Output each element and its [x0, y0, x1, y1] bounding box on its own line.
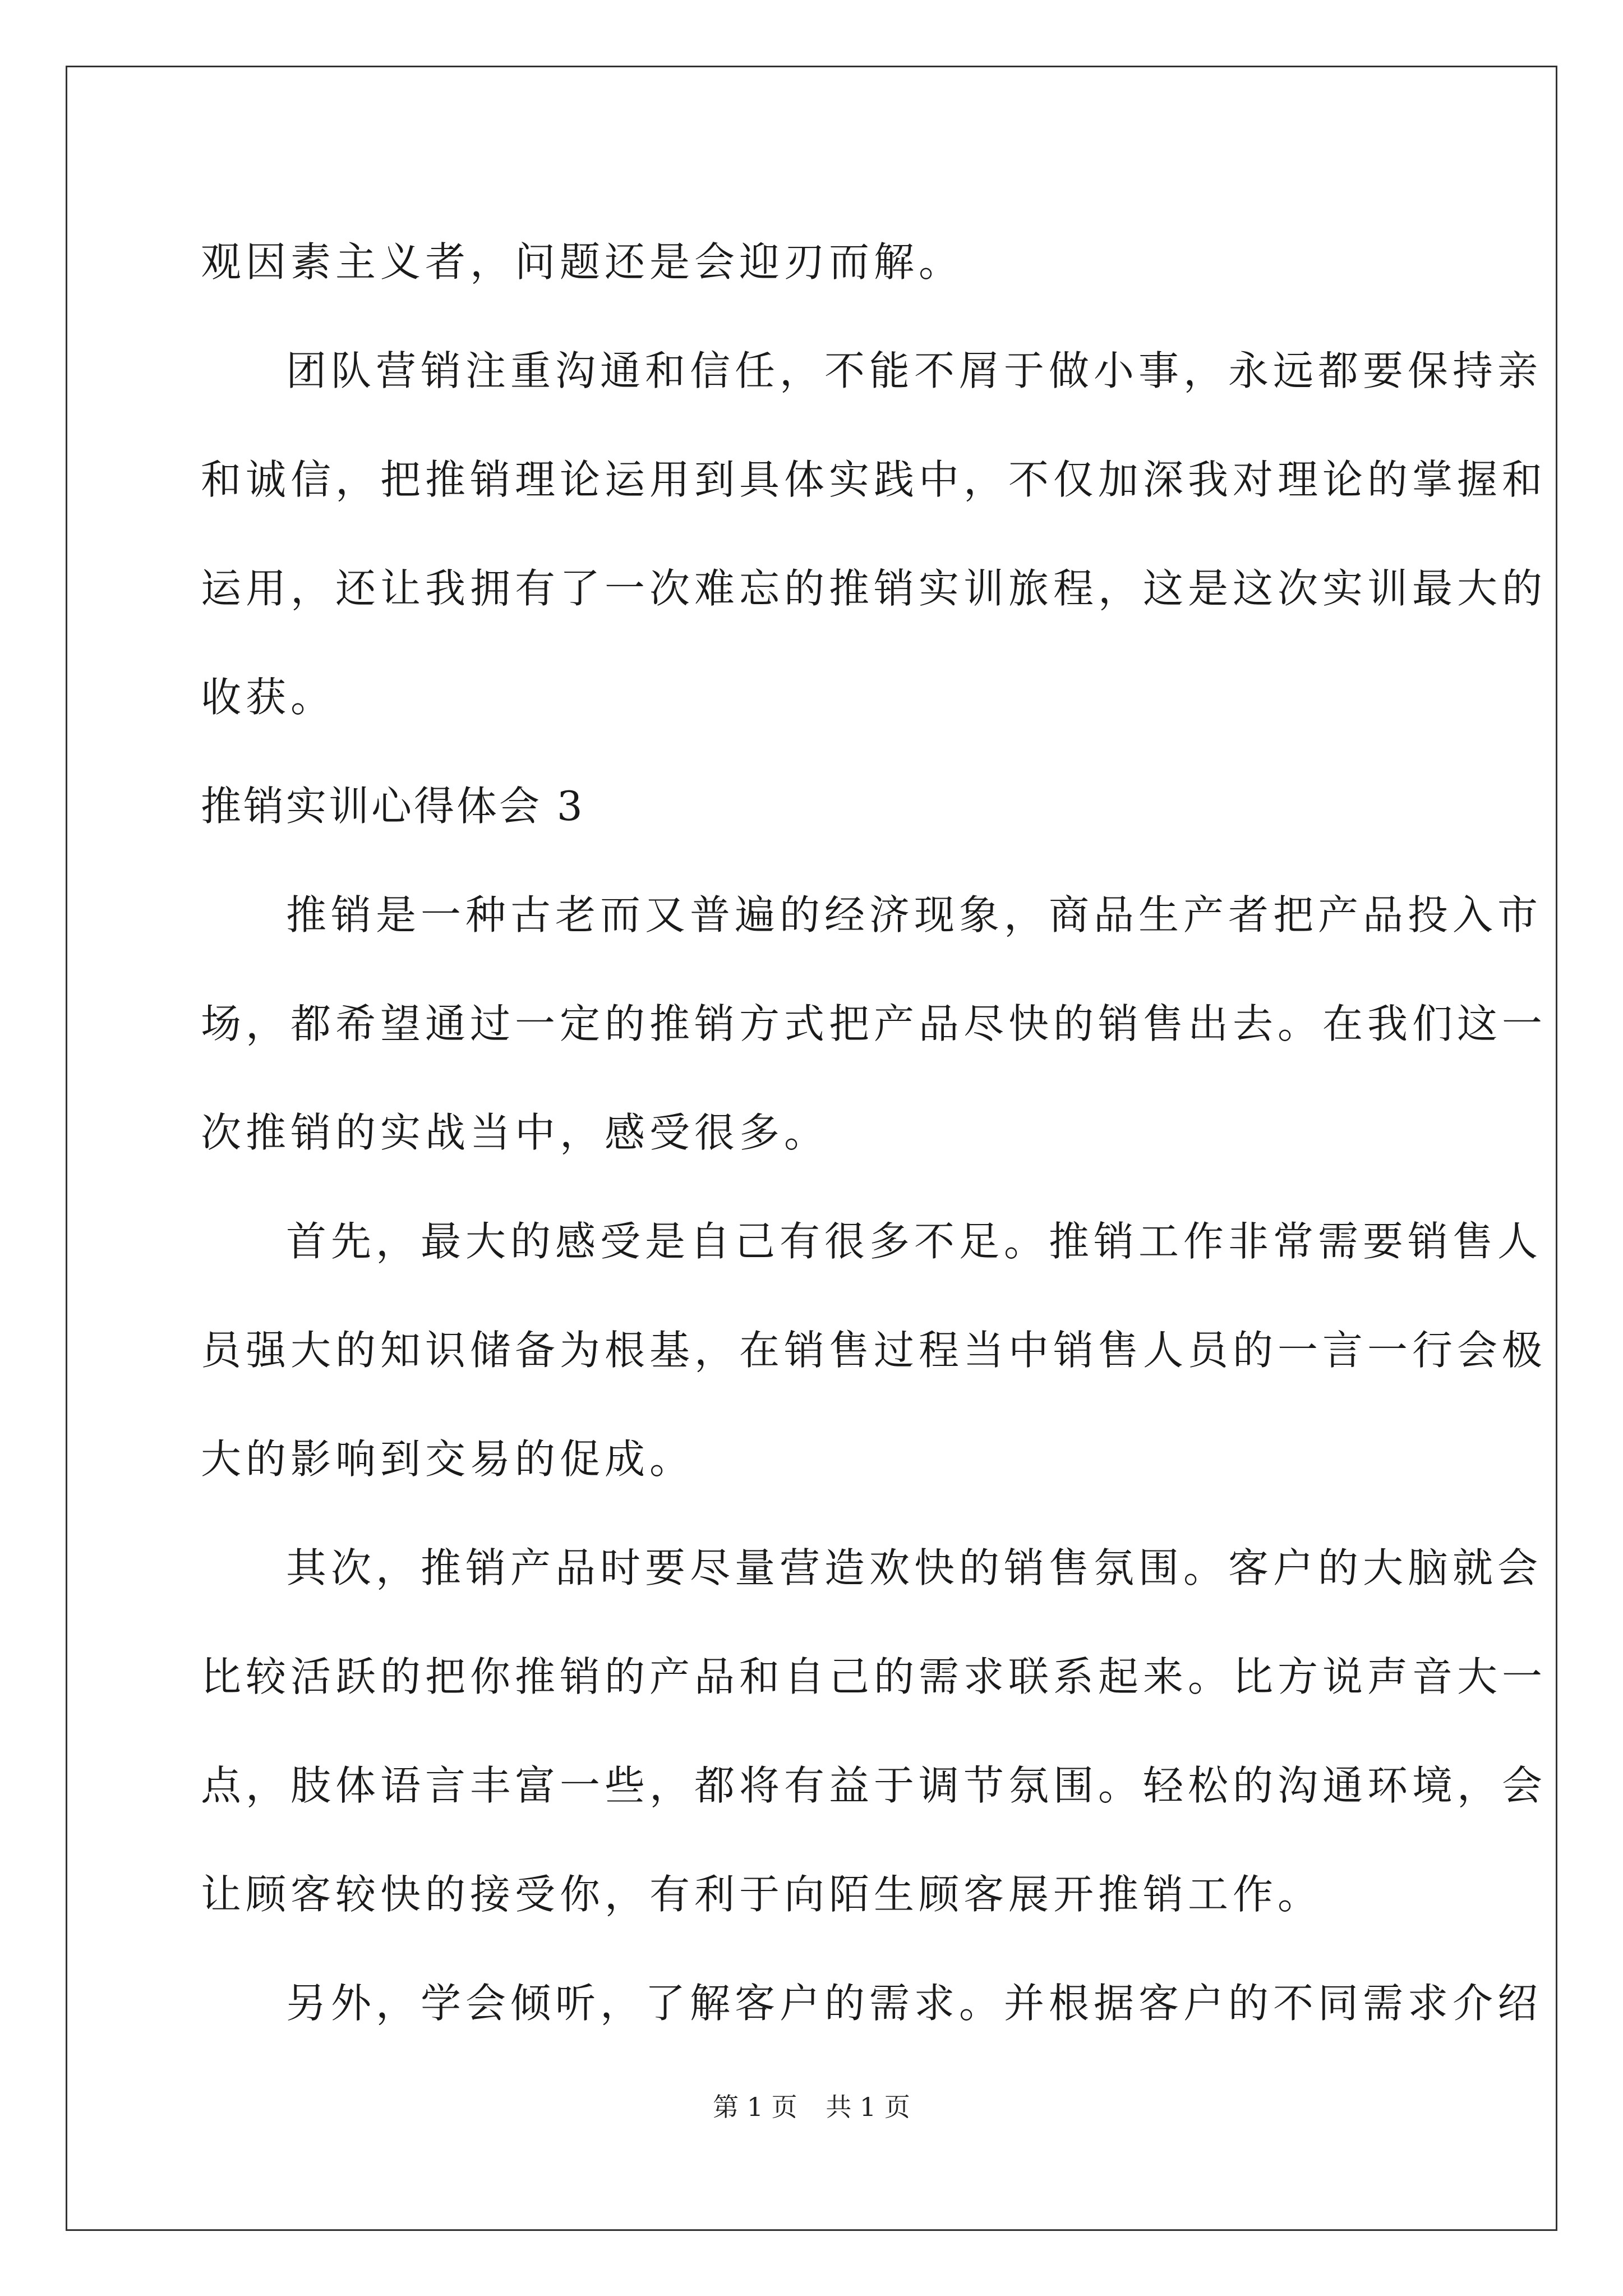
paragraph-first-line: 推销是一种古老而又普遍的经济现象，商品生产者把产品投入市: [286, 891, 1543, 938]
text-line: 收获。: [201, 674, 336, 721]
text-line: 让顾客较快的接受你，有利于向陌生顾客展开推销工作。: [201, 1871, 1323, 1918]
paragraph-first-line: 团队营销注重沟通和信任，不能不屑于做小事，永远都要保持亲: [286, 347, 1543, 394]
page-footer: [0, 2087, 1623, 2124]
document-body: [201, 208, 1547, 2058]
paragraph-first-line: 另外，学会倾听，了解客户的需求。并根据客户的不同需求介绍: [286, 1980, 1543, 2027]
page-number: 第 1 页: [713, 2092, 797, 2122]
text-line: 大的影响到交易的促成。: [201, 1435, 695, 1483]
paragraph-first-line: 首先，最大的感受是自己有很多不足。推销工作非常需要销售人: [286, 1218, 1543, 1265]
paragraph-first-line: 其次，推销产品时要尽量营造欢快的销售氛围。客户的大脑就会: [286, 1544, 1543, 1591]
text-line: 场，都希望通过一定的推销方式把产品尽快的销售出去。在我们这一: [201, 1000, 1547, 1047]
text-line: 和诚信，把推销理论运用到具体实践中，不仅加深我对理论的掌握和: [201, 456, 1547, 503]
text-line: 比较活跃的把你推销的产品和自己的需求联系起来。比方说声音大一: [201, 1653, 1547, 1700]
text-line: 点，肢体语言丰富一些，都将有益于调节氛围。轻松的沟通环境，会: [201, 1762, 1547, 1809]
section-heading: 推销实训心得体会 3: [201, 783, 585, 830]
page-total: 共 1 页: [826, 2092, 910, 2122]
text-line: 次推销的实战当中，感受很多。: [201, 1109, 829, 1156]
text-line: 运用，还让我拥有了一次难忘的推销实训旅程，这是这次实训最大的: [201, 565, 1547, 612]
text-line: 员强大的知识储备为根基，在销售过程当中销售人员的一言一行会极: [201, 1327, 1547, 1374]
text-line: 观因素主义者，问题还是会迎刃而解。: [201, 238, 964, 286]
